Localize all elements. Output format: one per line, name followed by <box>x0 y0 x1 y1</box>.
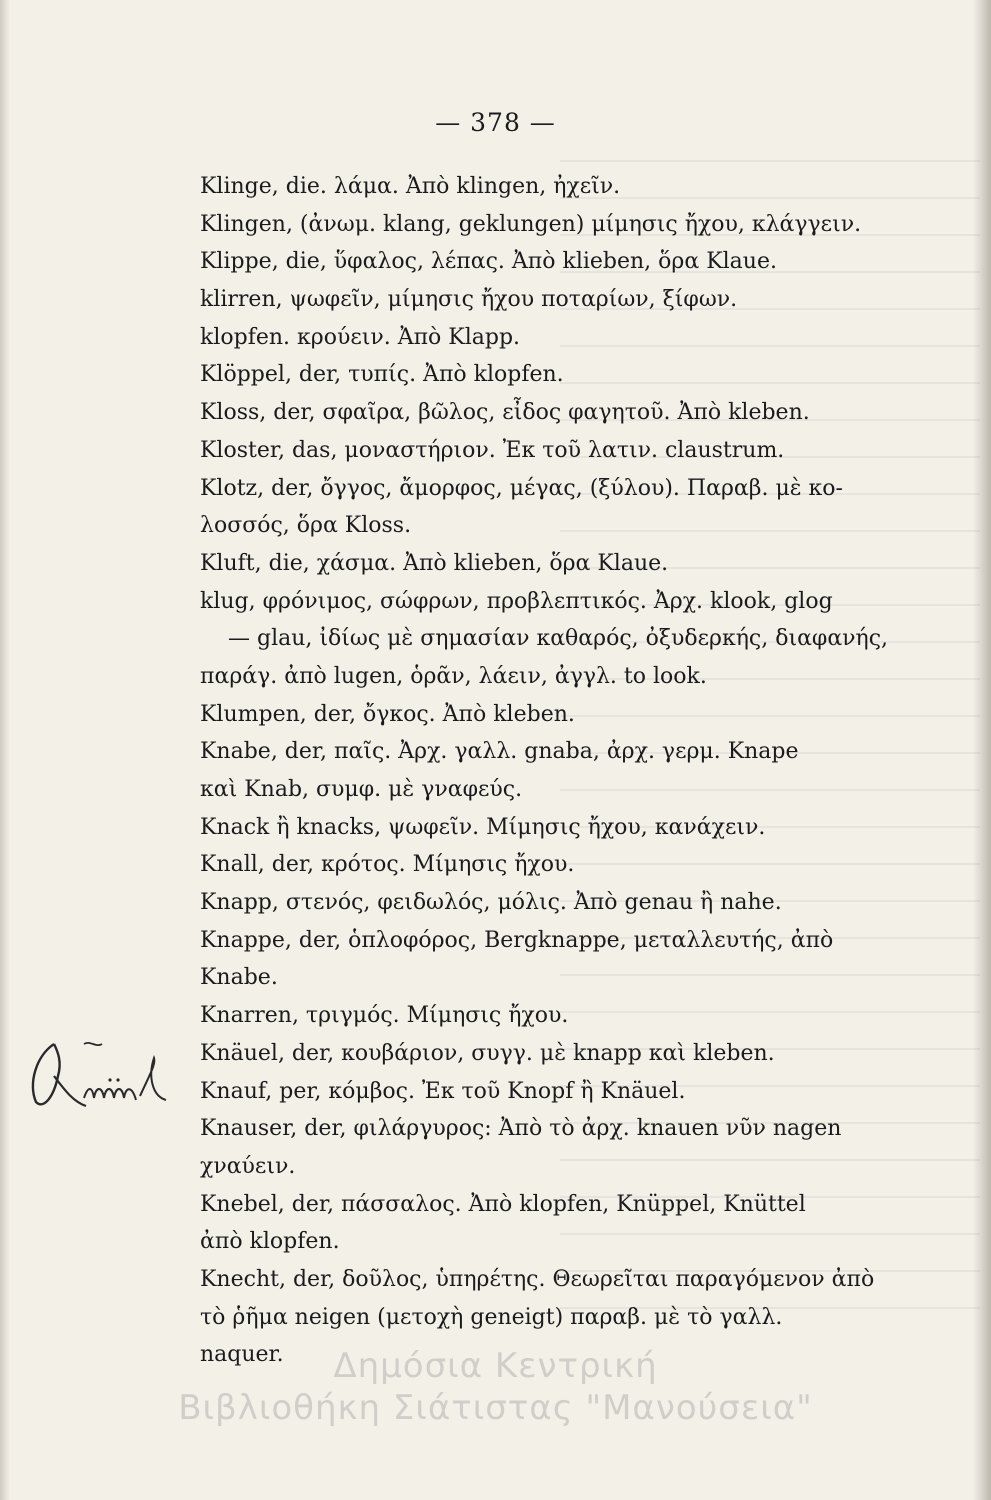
entry-line: Knauf, per, κόμβος. Ἐκ τοῦ Knopf ἢ Knäuel. <box>200 1078 686 1104</box>
entry-line: — glau, ἰδίως μὲ σημασίαν καθαρός, ὀξυδερκής, διαφανής, <box>228 626 889 652</box>
entry-line: Klippe, die, ὕφαλος, λέπας. Ἀπὸ klieben, ὅρα Klaue. <box>200 249 777 275</box>
entry-line: Knabe. <box>200 965 278 991</box>
entry-line: klopfen. κρούειν. Ἀπὸ Klapp. <box>200 324 521 350</box>
entry-line: Knauser, der, φιλάργυρος: Ἀπὸ τὸ ἀρχ. knauen νῦν nagen <box>200 1116 842 1142</box>
entry-line: Knabe, der, παῖς. Ἀρχ. γαλλ. gnaba, ἀρχ. γερμ. Knape <box>200 739 799 765</box>
entry-line: Knarren, τριγμός. Μίμησις ἤχου. <box>200 1003 569 1029</box>
entry-line: Klumpen, der, ὄγκος. Ἀπὸ kleben. <box>200 701 575 727</box>
entry-line: Kloster, das, μοναστήριον. Ἐκ τοῦ λατιν. claustrum. <box>200 437 785 463</box>
entry-line: klirren, ψωφεῖν, μίμησις ἤχου ποταρίων, ξίφων. <box>200 287 738 313</box>
entry-line: Knapp, στενός, φειδωλός, μόλις. Ἀπὸ genau ἢ nahe. <box>200 890 782 916</box>
dictionary-entries <box>200 168 930 1374</box>
entry-line: καὶ Knab, συμφ. μὲ γναφεύς. <box>200 777 523 802</box>
entry-line: Knall, der, κρότος. Μίμησις ἤχου. <box>200 852 575 878</box>
entry-line: Klingen, (ἀνωμ. klang, geklungen) μίμησις ἤχου, κλάγγειν. <box>200 211 862 237</box>
entry-line: naquer. <box>200 1342 284 1368</box>
entry-line: τὸ ῥῆμα neigen (μετοχὴ geneigt) παραβ. μὲ τὸ γαλλ. <box>200 1304 783 1330</box>
entry-line: ἀπὸ klopfen. <box>200 1229 340 1255</box>
entry-line: Klöppel, der, τυπίς. Ἀπὸ klopfen. <box>200 362 564 388</box>
page-edge-left <box>0 0 10 1500</box>
entry-line: klug, φρόνιμος, σώφρων, προβλεπτικός. Ἀρχ. klook, glog <box>200 588 833 614</box>
entry-line: Knack ἢ knacks, ψωφεῖν. Μίμησις ἤχου, κανάχειν. <box>200 814 766 840</box>
handwritten-margin-note <box>14 1036 189 1116</box>
entry-line: Knäuel, der, κουβάριον, συγγ. μὲ knapp καὶ kleben. <box>200 1040 775 1066</box>
entry-line: λοσσός, ὅρα Kloss. <box>200 513 412 539</box>
entry-line: Knappe, der, ὁπλοφόρος, Bergknappe, μεταλλευτής, ἀπὸ <box>200 927 834 953</box>
watermark-line-1: Δημόσια Κεντρική <box>333 1346 658 1386</box>
entry-line: Knecht, der, δοῦλος, ὑπηρέτης. Θεωρεῖται παραγόμενον ἀπὸ <box>200 1266 875 1292</box>
entry-line: Kluft, die, χάσμα. Ἀπὸ klieben, ὅρα Klaue. <box>200 550 669 576</box>
page-number: — 378 — <box>435 108 556 137</box>
entry-line: Klotz, der, ὄγγος, ἄμορφος, μέγας, (ξύλου). Παραβ. μὲ κο- <box>200 475 843 501</box>
watermark-line-2: Βιβλιοθήκη Σιάτιστας "Μανούσεια" <box>178 1388 813 1428</box>
entry-line: Kloss, der, σφαῖρα, βῶλος, εἶδος φαγητοῦ. Ἀπὸ kleben. <box>200 400 810 426</box>
entry-line: χναύειν. <box>200 1153 296 1179</box>
entry-line: Klinge, die. λάμα. Ἀπὸ klingen, ἠχεῖν. <box>200 174 621 199</box>
entry-line: παράγ. ἀπὸ lugen, ὁρᾶν, λάειν, ἀγγλ. to look. <box>200 663 707 689</box>
entry-line: Knebel, der, πάσσαλος. Ἀπὸ klopfen, Knüppel, Knüttel <box>200 1191 806 1217</box>
